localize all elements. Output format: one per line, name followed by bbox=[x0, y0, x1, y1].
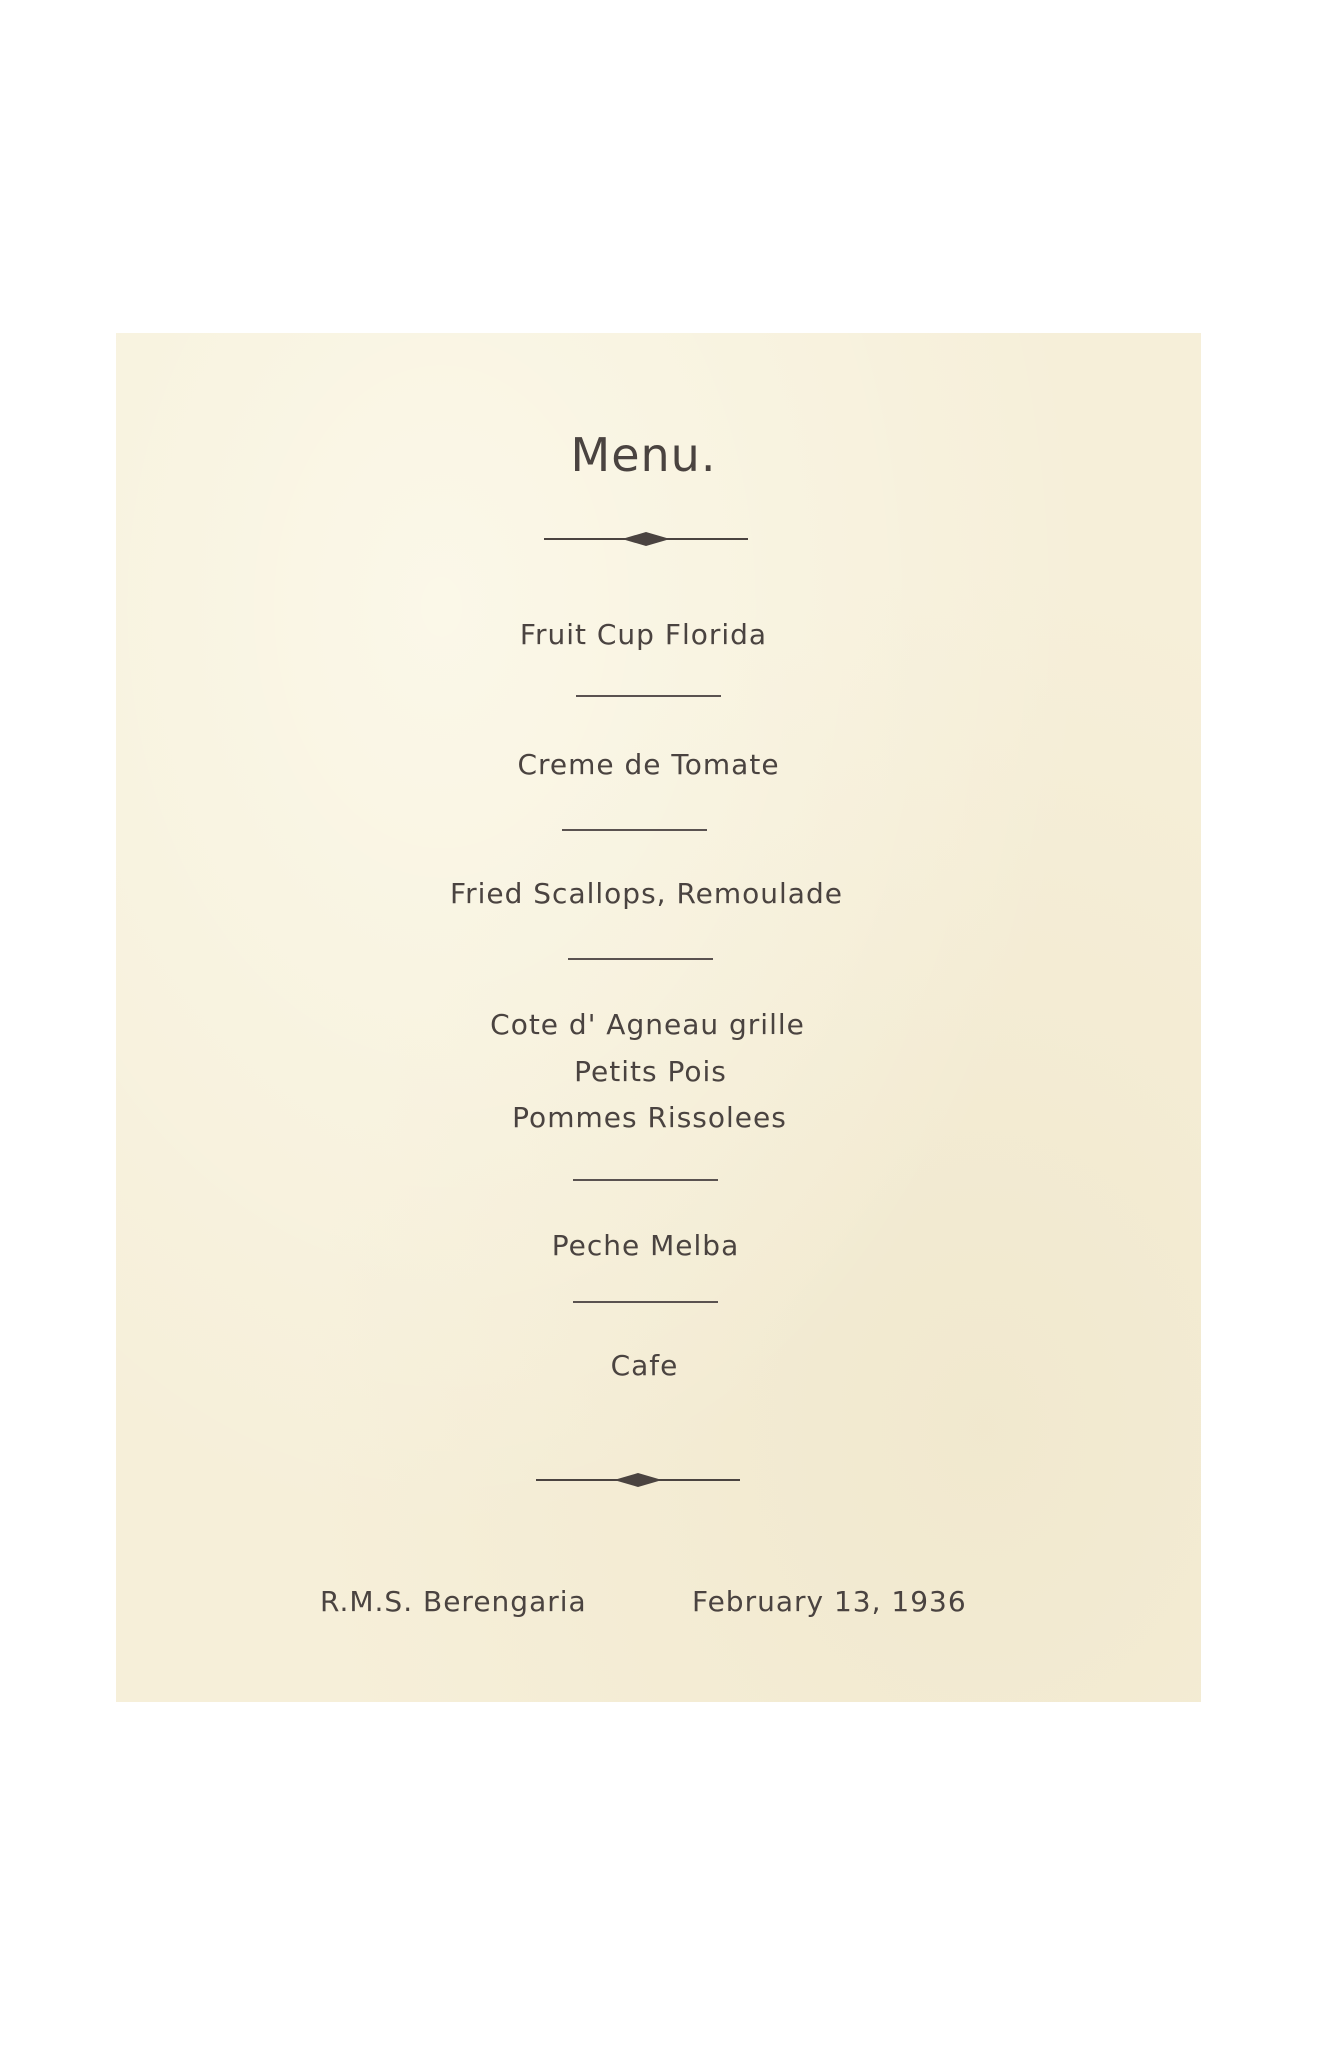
course-coffee: Cafe bbox=[610, 1349, 679, 1382]
diamond-rule-ornament-icon bbox=[544, 529, 748, 549]
divider bbox=[573, 1301, 718, 1303]
diamond-rule-ornament-icon bbox=[536, 1470, 740, 1490]
divider bbox=[576, 695, 721, 697]
course-lamb: Cote d' Agneau grille bbox=[490, 1008, 805, 1041]
menu-card bbox=[116, 333, 1201, 1702]
course-dessert: Peche Melba bbox=[551, 1229, 740, 1262]
menu-date: February 13, 1936 bbox=[692, 1585, 967, 1618]
course-potatoes: Pommes Rissolees bbox=[512, 1101, 787, 1134]
course-soup: Creme de Tomate bbox=[517, 748, 780, 781]
divider bbox=[568, 958, 713, 960]
course-fruit-cup: Fruit Cup Florida bbox=[519, 618, 768, 651]
page-title: Menu. bbox=[570, 428, 717, 482]
course-peas: Petits Pois bbox=[574, 1055, 727, 1088]
divider bbox=[562, 829, 707, 831]
ship-name: R.M.S. Berengaria bbox=[320, 1585, 587, 1618]
course-scallops: Fried Scallops, Remoulade bbox=[450, 877, 843, 910]
divider bbox=[573, 1179, 718, 1181]
